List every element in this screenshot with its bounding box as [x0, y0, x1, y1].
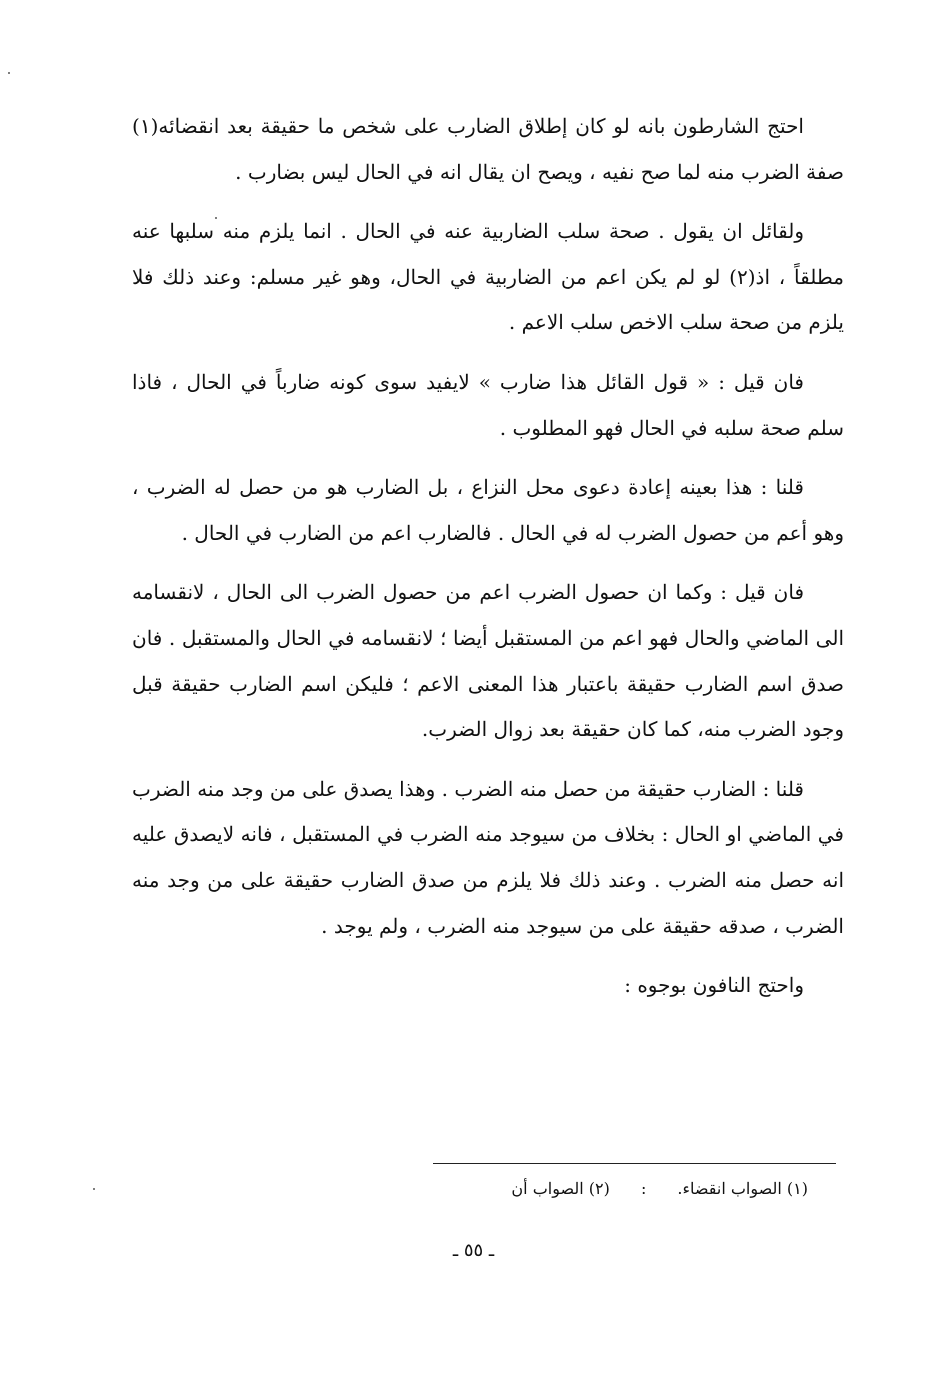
- paragraph-2: ولقائل ان يقول . صحة سلب الضاربية عنه في الحال . انما يلزم منه سلبها عنه مطلقاً ، اذ(٢) لو لم يكن اعم من الضاربية في الحال، وهو غير مسلم: وعند ذلك فلا يلزم من صحة سلب الاخص سلب الاعم .: [132, 219, 845, 335]
- footnotes: [360, 1174, 808, 1204]
- paragraph-1: احتج الشارطون بانه لو كان إطلاق الضارب على شخص ما حقيقة بعد انقضائه(١) صفة الضرب منه لما صح نفيه ، ويصح ان يقال انه في الحال ليس بضارب .: [132, 114, 844, 184]
- paragraph-3: فان قيل : « قول القائل هذا ضارب » لايفيد سوى كونه ضارباً في الحال ، فاذا سلم صحة سلبه في الحال فهو المطلوب .: [132, 369, 844, 440]
- page-number: ـ ٥٥ ـ: [452, 1240, 495, 1261]
- footnote-divider: [433, 1163, 836, 1164]
- main-text: [132, 104, 844, 1009]
- paragraph-5: فان قيل : وكما ان حصول الضرب اعم من حصول الضرب الى الحال ، لانقسامه الى الماضي والحال فهو اعم من المستقبل أيضا ؛ لانقسامه في الحال والمستقبل . فان صدق اسم الضارب حقيقة باعتبار هذا المعنى الاعم ؛ فليكن اسم الضارب حقيقة قبل وجود الضرب منه، كما كان حقيقة بعد زوال الضرب.: [132, 580, 844, 742]
- footnote-1: (١) الصواب انقضاء.: [677, 1179, 808, 1198]
- paragraph-4: قلنا : هذا بعينه إعادة دعوى محل النزاع ، بل الضارب هو من حصل له الضرب ، وهو أعم من حصول الضرب له في الحال . فالضارب اعم من الضارب في الحال .: [132, 475, 844, 545]
- paragraph-7: واحتج النافون بوجوه :: [624, 973, 804, 998]
- footnote-2: (٢) الصواب أن: [511, 1179, 610, 1198]
- scan-speck: [93, 1188, 95, 1190]
- scan-speck: [215, 217, 217, 219]
- scan-speck: [8, 72, 10, 74]
- footnote-separator: :: [640, 1179, 647, 1198]
- paragraph-6: قلنا : الضارب حقيقة من حصل منه الضرب . وهذا يصدق على من وجد منه الضرب في الماضي او الحال : بخلاف من سيوجد منه الضرب في المستقبل ، فانه لايصدق عليه انه حصل منه الضرب . وعند ذلك فلا يلزم من صدق الضارب حقيقة على من وجد منه الضرب ، صدقه حقيقة على من سيوجد منه الضرب ، ولم يوجد .: [131, 776, 844, 938]
